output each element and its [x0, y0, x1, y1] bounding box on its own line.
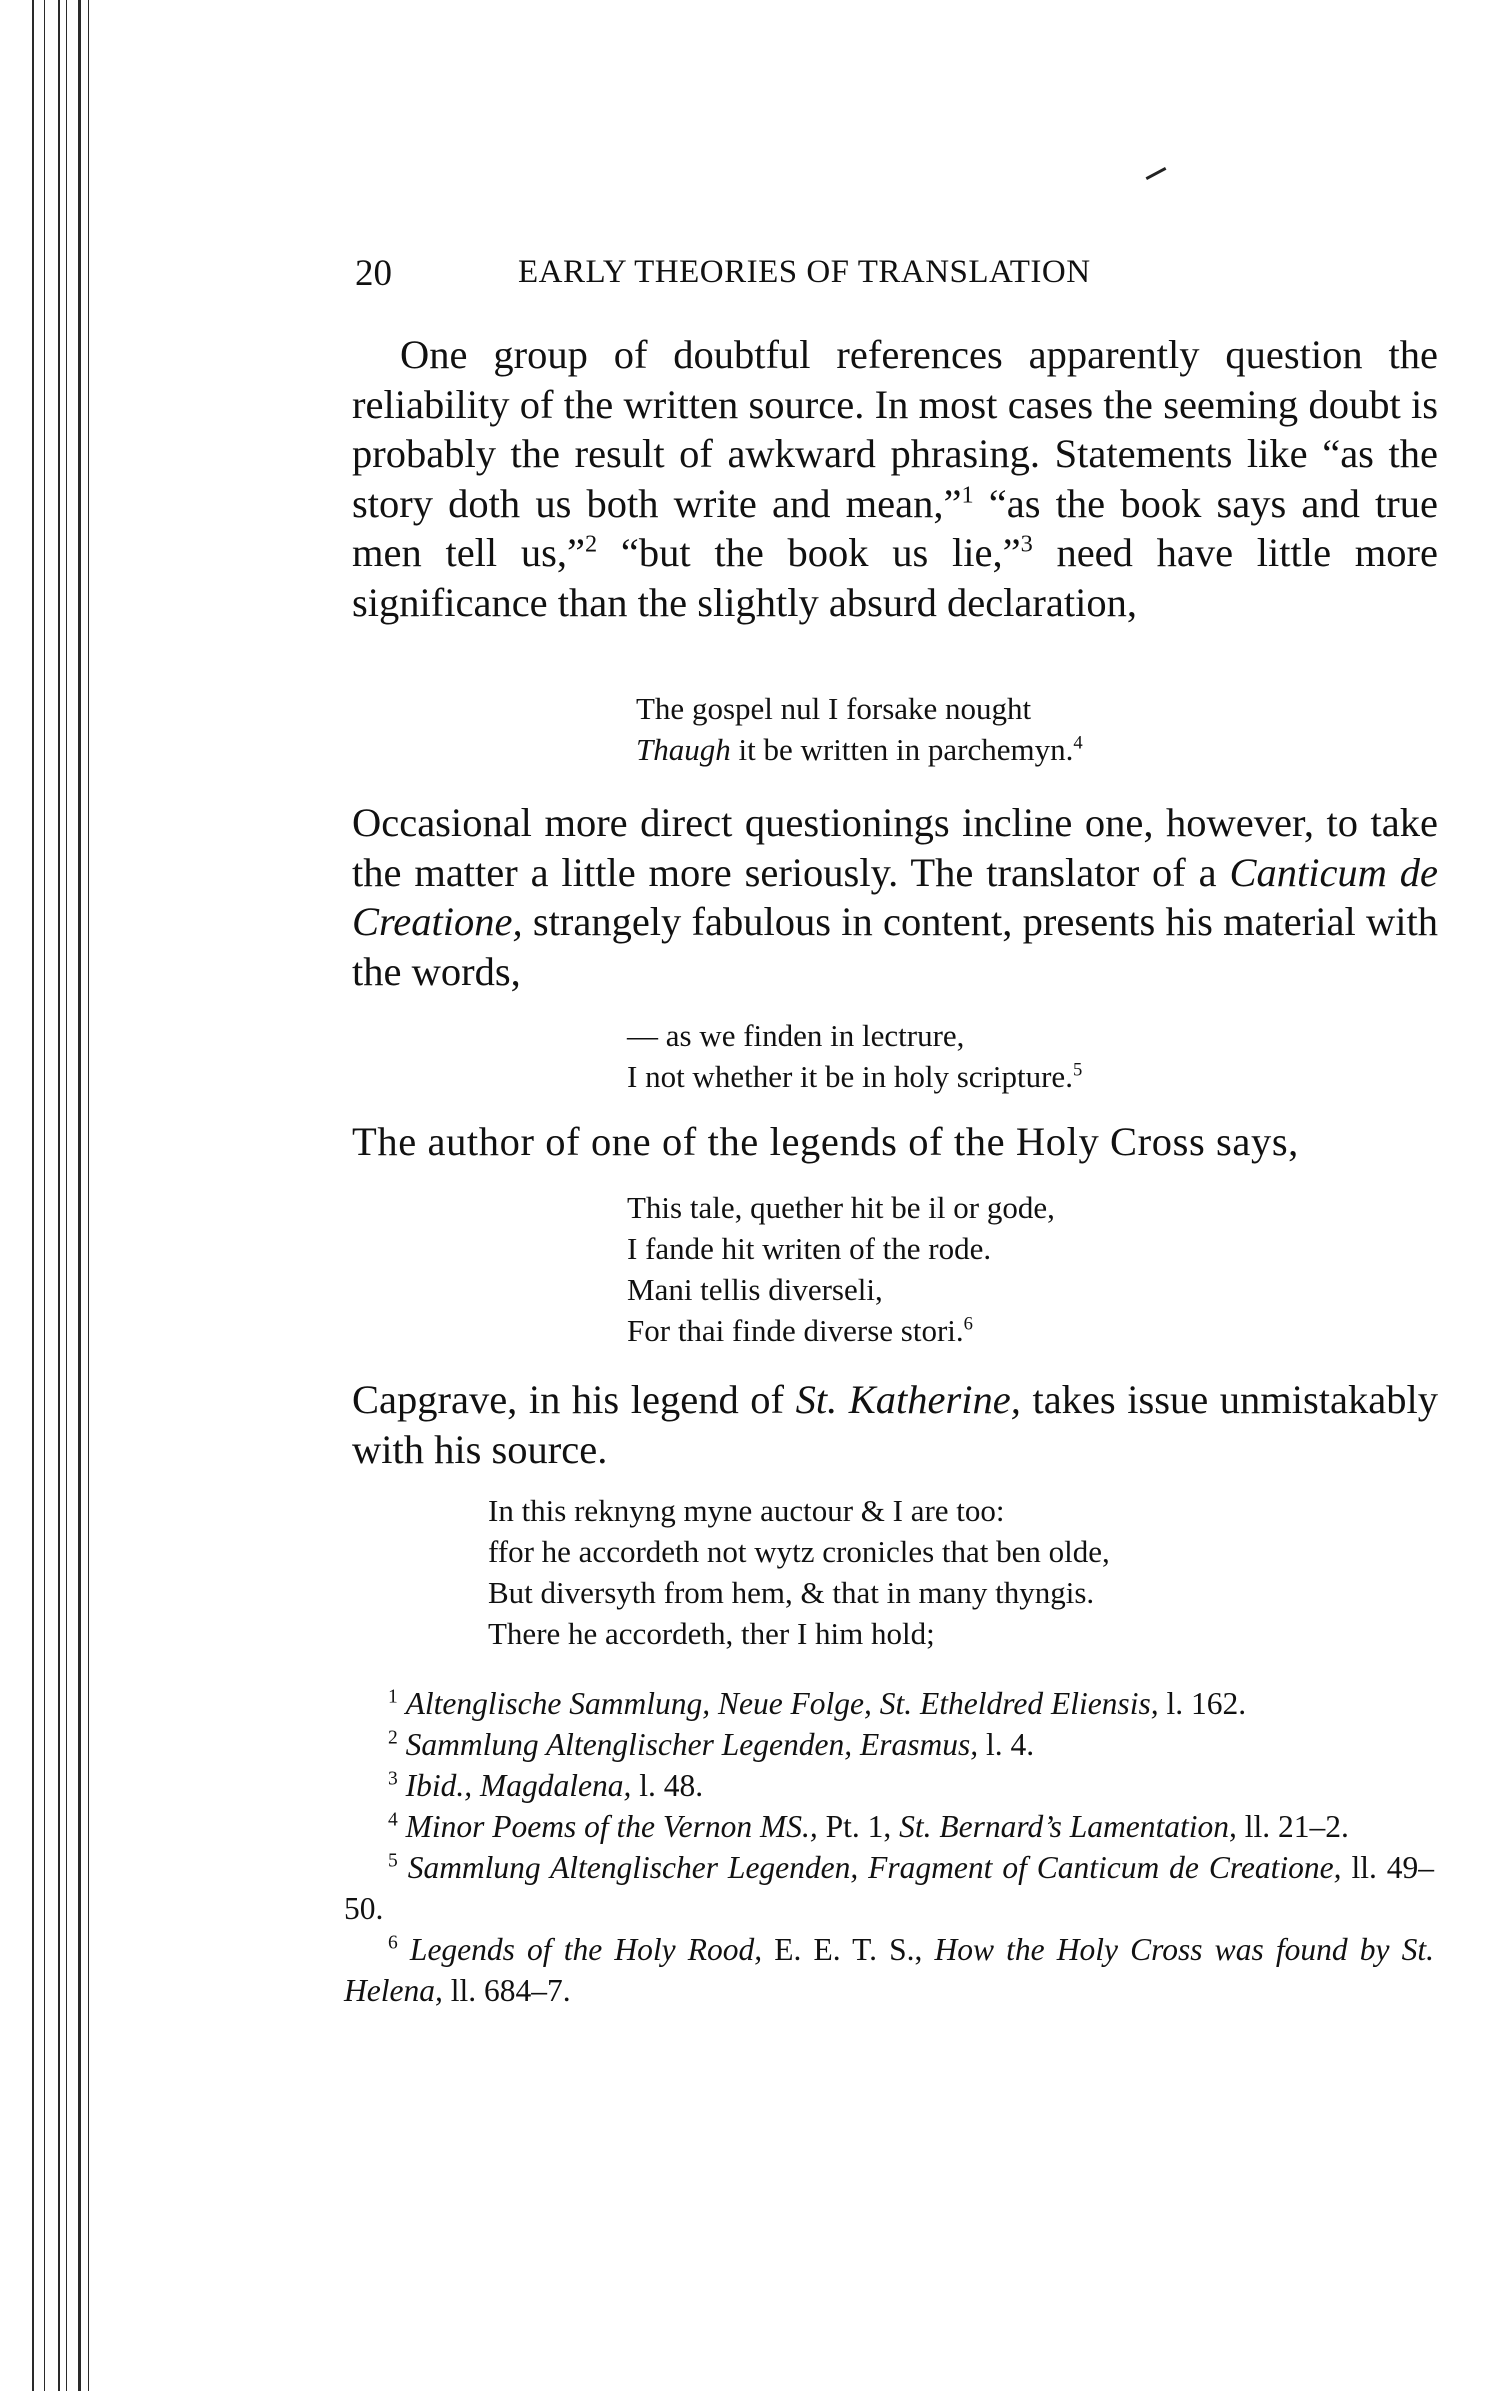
footnote-5 — [344, 1847, 1434, 1929]
paragraph-2-text: Occasional more direct questionings incline one, however, to take the matter a little more seriously. The translator of a — [352, 800, 1438, 895]
footnote-4-italic: Minor Poems of the Vernon MS., — [405, 1809, 818, 1844]
quote-2-line-1: — as we finden in lectrure, — [627, 1018, 965, 1053]
footnote-3-rest: l. 48. — [631, 1768, 704, 1803]
footnote-2-number: 2 — [388, 1727, 398, 1749]
quote-1-line-2-rest: it be written in parchemyn. — [730, 732, 1074, 767]
footnote-1-number: 1 — [388, 1686, 398, 1708]
footnote-4-italic-2: St. Bernard’s Lamentation, — [899, 1809, 1237, 1844]
paragraph-4 — [352, 1375, 1438, 1474]
quote-3-line-4-text: For thai finde diverse stori. — [627, 1313, 964, 1348]
quote-1-line-2-italic: Thaugh — [636, 732, 731, 767]
footnote-ref-3: 3 — [1020, 530, 1033, 558]
paragraph-1 — [352, 330, 1438, 627]
quote-3-line-3: Mani tellis diverseli, — [627, 1272, 883, 1307]
footnote-6-rest-2: ll. 684–7. — [442, 1973, 571, 2008]
paragraph-4-text: Capgrave, in his legend of — [352, 1377, 796, 1422]
footnote-ref-4: 4 — [1073, 732, 1083, 754]
footnote-ref-2: 2 — [585, 530, 598, 558]
running-head: EARLY THEORIES OF TRANSLATION — [518, 254, 1091, 290]
footnote-2-rest: l. 4. — [978, 1727, 1035, 1762]
quote-3-line-1: This tale, quether hit be il or gode, — [627, 1190, 1055, 1225]
footnote-1-rest: l. 162. — [1158, 1686, 1247, 1721]
footnote-5-rest: ll. 49–50. — [344, 1850, 1434, 1926]
quote-3-line-2: I fande hit writen of the rode. — [627, 1231, 992, 1266]
footnote-3-italic: Ibid., Magdalena, — [405, 1768, 632, 1803]
quote-4-line-1: In this reknyng myne auctour & I are too: — [488, 1493, 1005, 1528]
scan-binding-edge — [0, 0, 100, 2391]
paragraph-2-italic: Canticum de Creatione, — [352, 849, 1438, 944]
quote-4-line-4: There he accordeth, ther I him hold; — [488, 1616, 935, 1651]
page-header — [355, 252, 1435, 296]
paragraph-4-italic: St. Katherine, — [795, 1377, 1021, 1422]
footnote-4-rest: Pt. 1, — [817, 1809, 900, 1844]
page-number: 20 — [355, 253, 392, 294]
paragraph-1-text: One group of doubtful references apparently question the reliability of the written source. In most cases the seeming doubt is probably the result of awkward phrasing. Statements like “as the story doth us both write and mean,” — [352, 332, 1438, 526]
footnote-ref-1: 1 — [961, 481, 974, 508]
quote-3-line-4 — [627, 1310, 1055, 1351]
paragraph-4-text-2: takes issue unmistakably with his source. — [352, 1377, 1438, 1472]
paragraph-3: The author of one of the legends of the Holy Cross says, — [352, 1119, 1299, 1164]
footnote-2 — [344, 1724, 1434, 1765]
footnote-4-number: 4 — [388, 1809, 398, 1831]
footnote-3-number: 3 — [388, 1768, 398, 1790]
footnote-ref-5: 5 — [1072, 1059, 1083, 1081]
scan-mark — [1146, 167, 1167, 180]
footnote-4 — [344, 1806, 1434, 1847]
paragraph-1-text-3: “but the book us lie,” — [597, 530, 1021, 575]
quote-4-line-3: But diversyth from hem, & that in many thyngis. — [488, 1575, 1095, 1610]
quote-4-line-2: ffor he accordeth not wytz cronicles that ben olde, — [488, 1534, 1110, 1569]
footnote-5-italic: Sammlung Altenglischer Legenden, Fragment of Canticum de Creatione, — [407, 1850, 1342, 1885]
footnote-1-italic: Altenglische Sammlung, Neue Folge, St. Etheldred Eliensis, — [405, 1686, 1159, 1721]
quote-1-line-2 — [636, 729, 1083, 770]
footnote-6 — [344, 1929, 1434, 2011]
paragraph-2 — [352, 798, 1438, 996]
quote-2-line-2-text: I not whether it be in holy scripture. — [627, 1059, 1073, 1094]
footnote-6-italic-2: How the Holy Cross was found by St. Helena, — [344, 1932, 1435, 2008]
quote-2-line-2 — [627, 1056, 1082, 1097]
paragraph-1-text-2: “as the book says and true men tell us,” — [352, 480, 1438, 575]
footnote-ref-6: 6 — [963, 1313, 973, 1335]
footnote-1 — [344, 1683, 1434, 1724]
paragraph-1-text-4: need have little more significance than the slightly absurd declaration, — [352, 530, 1438, 625]
footnote-5-number: 5 — [388, 1850, 398, 1872]
footnote-6-rest: E. E. T. S., — [762, 1932, 935, 1967]
footnotes — [344, 1683, 1434, 2011]
quote-4 — [488, 1490, 1110, 1654]
quote-1-line-1: The gospel nul I forsake nought — [636, 691, 1032, 726]
footnote-3 — [344, 1765, 1434, 1806]
footnote-4-rest-2: ll. 21–2. — [1236, 1809, 1349, 1844]
quote-2 — [627, 1015, 1082, 1097]
footnote-6-italic: Legends of the Holy Rood, — [409, 1932, 763, 1967]
quote-1 — [636, 688, 1083, 770]
paragraph-2-text-2: strangely fabulous in content, presents his material with the words, — [352, 899, 1438, 994]
footnote-2-italic: Sammlung Altenglischer Legenden, Erasmus, — [405, 1727, 979, 1762]
quote-3 — [627, 1187, 1055, 1351]
footnote-6-number: 6 — [388, 1932, 398, 1954]
